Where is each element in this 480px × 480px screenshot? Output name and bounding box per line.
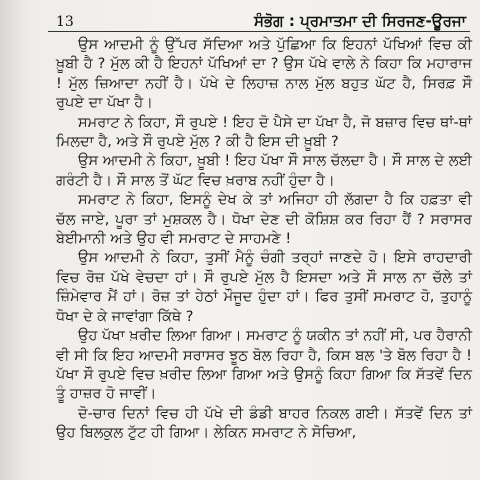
paragraph: ਉਸ ਆਦਮੀ ਨੇ ਕਿਹਾ, ਖ਼ੂਬੀ ! ਇਹ ਪੱਖਾ ਸੌ ਸਾਲ ਚੱਲਦਾ ਹੈ। ਸੌ ਸਾਲ ਦੇ ਲਈ ਗਰੰਟੀ ਹੈ। ਸੌ ਸਾਲ ਤੋਂ ਘੱਟ ਵਿਚ ਖ਼ਰਾਬ ਨਹੀਂ ਹੁੰਦਾ ਹੈ। — [56, 153, 472, 189]
paragraph: ਦੋ-ਚਾਰ ਦਿਨਾਂ ਵਿਚ ਹੀ ਪੱਖੇ ਦੀ ਡੰਡੀ ਬਾਹਰ ਨਿਕਲ ਗਈ। ਸੱਤਵੇਂ ਦਿਨ ਤਾਂ ਉਹ ਬਿਲਕੁਲ ਟੁੱਟ ਹੀ ਗਿਆ। ਲੇਕਿਨ ਸਮਰਾਟ ਨੇ ਸੋਚਿਆ, — [56, 405, 472, 442]
header-rule — [48, 31, 470, 32]
paragraph: ਉਸ ਆਦਮੀ ਨੂੰ ਉੱਪਰ ਸੱਦਿਆ ਅਤੇ ਪੁੱਛਿਆ ਕਿ ਇਹਨਾਂ ਪੱਖਿਆਂ ਵਿਚ ਕੀ ਖ਼ੂਬੀ ਹੈ ? ਮੁੱਲ ਕੀ ਹੈ ਇਹਨਾਂ ਪੱਖਿਆਂ ਦਾ ? ਉਸ ਪੱਖੇ ਵਾਲੇ ਨੇ ਕਿਹਾ ਕਿ ਮਹਾਰਾਜ ! ਮੁੱਲ ਜ਼ਿਆਦਾ ਨਹੀਂ ਹੈ। ਪੱਖੇ ਦੇ ਲਿਹਾਜ਼ ਨਾਲ ਮੁੱਲ ਬਹੁਤ ਘੱਟ ਹੈ, ਸਿਰਫ਼ ਸੌ ਰੁਪਏ ਦਾ ਪੱਖਾ ਹੈ। — [56, 37, 472, 112]
page-number: 13 — [56, 14, 74, 30]
paragraph: ਸਮਰਾਟ ਨੇ ਕਿਹਾ, ਇਸਨੂੰ ਦੇਖ ਕੇ ਤਾਂ ਅਜਿਹਾ ਹੀ ਲੱਗਦਾ ਹੈ ਕਿ ਹਫ਼ਤਾ ਵੀ ਚੱਲ ਜਾਏ, ਪੂਰਾ ਤਾਂ ਮੁਸ਼ਕਲ ਹੈ। ਧੋਖਾ ਦੇਣ ਦੀ ਕੋਸ਼ਿਸ਼ ਕਰ ਰਿਹਾ ਹੈਂ ? ਸਰਾਸਰ ਬੇਈਮਾਨੀ ਅਤੇ ਉਹ ਵੀ ਸਮਰਾਟ ਦੇ ਸਾਹਮਣੇ ! — [56, 192, 472, 248]
body-text — [56, 36, 472, 444]
running-header: ਸੰਭੋਗ : ਪ੍ਰਮਾਤਮਾ ਦੀ ਸਿਰਜਣ-ਊਰਜਾ — [254, 12, 466, 30]
paragraph: ਉਹ ਪੱਖਾ ਖ਼ਰੀਦ ਲਿਆ ਗਿਆ। ਸਮਰਾਟ ਨੂੰ ਯਕੀਨ ਤਾਂ ਨਹੀਂ ਸੀ, ਪਰ ਹੈਰਾਨੀ ਵੀ ਸੀ ਕਿ ਇਹ ਆਦਮੀ ਸਰਾਸਰ ਝੂਠ ਬੋਲ ਰਿਹਾ ਹੈ, ਕਿਸ ਬਲ 'ਤੇ ਬੋਲ ਰਿਹਾ ਹੈ ! ਪੱਖਾ ਸੌ ਰੁਪਏ ਵਿਚ ਖ਼ਰੀਦ ਲਿਆ ਗਿਆ ਅਤੇ ਉਸਨੂੰ ਕਿਹਾ ਗਿਆ ਕਿ ਸੱਤਵੇਂ ਦਿਨ ਤੂੰ ਹਾਜ਼ਰ ਹੋ ਜਾਵੀਂ। — [56, 328, 472, 403]
paragraph: ਸਮਰਾਟ ਨੇ ਕਿਹਾ, ਸੌ ਰੁਪਏ ! ਇਹ ਦੋ ਪੈਸੇ ਦਾ ਪੱਖਾ ਹੈ, ਜੋ ਬਜ਼ਾਰ ਵਿਚ ਥਾਂ-ਥਾਂ ਮਿਲਦਾ ਹੈ, ਅਤੇ ਸੌ ਰੁਪਏ ਮੁੱਲ ? ਕੀ ਹੈ ਇਸ ਦੀ ਖ਼ੂਬੀ ? — [56, 114, 472, 151]
paragraph: ਉਸ ਆਦਮੀ ਨੇ ਕਿਹਾ, ਤੁਸੀਂ ਮੈਨੂੰ ਚੰਗੀ ਤਰ੍ਹਾਂ ਜਾਣਦੇ ਹੋ। ਇਸੇ ਰਾਹਦਾਰੀ ਵਿਚ ਰੋਜ਼ ਪੱਖੇ ਵੇਚਦਾ ਹਾਂ। ਸੌ ਰੁਪਏ ਮੁੱਲ ਹੈ ਇਸਦਾ ਅਤੇ ਸੌ ਸਾਲ ਨਾ ਚੱਲੇ ਤਾਂ ਜ਼ਿੰਮੇਵਾਰ ਮੈਂ ਹਾਂ। ਰੋਜ਼ ਤਾਂ ਹੇਠਾਂ ਮੌਜੂਦ ਹੁੰਦਾ ਹਾਂ। ਫਿਰ ਤੁਸੀਂ ਸਮਰਾਟ ਹੋ, ਤੁਹਾਨੂੰ ਧੋਖਾ ਦੇ ਕੇ ਜਾਵਾਂਗਾ ਕਿੱਥੇ ? — [56, 250, 472, 325]
